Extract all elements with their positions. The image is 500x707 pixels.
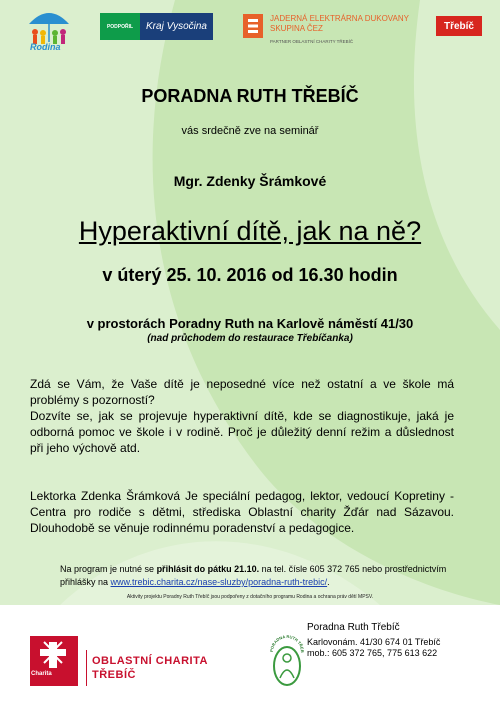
contact-phone: mob.: 605 372 765, 775 613 622 [307, 648, 438, 658]
charita-name-line2: TŘEBÍČ [92, 669, 136, 681]
cez-line1: JADERNÁ ELEKTRÁRNA DUKOVANY [270, 14, 409, 23]
kraj-podporil-label: PODPOŘIL [100, 13, 140, 40]
rodina-logo [26, 8, 72, 62]
registration-middle: na tel. čísle 605 372 765 nebo prostřednictvím přihlášky na [60, 564, 447, 587]
contact-address: Karlovonám. 41/30 674 01 Třebíč [307, 637, 441, 647]
description-question: Zdá se Vám, že Vaše dítě je neposedné více než ostatní a ve škole má problémy s pozorností? [30, 377, 454, 407]
registration-link[interactable]: www.trebic.charita.cz/nase-sluzby/poradna-ruth-trebic/ [110, 577, 328, 587]
charita-divider [86, 650, 87, 686]
invite-line: vás srdečně zve na seminář [181, 125, 319, 137]
organization-heading: PORADNA RUTH TŘEBÍČ [141, 86, 359, 106]
seminar-datetime: v úterý 25. 10. 2016 od 16.30 hodin [102, 265, 398, 285]
kraj-vysocina-logo [100, 13, 213, 40]
contact-title: Poradna Ruth Třebíč [307, 622, 400, 633]
registration-prefix: Na program je nutné se [60, 564, 157, 574]
kraj-name: Kraj Vysočina [140, 13, 213, 40]
cez-line2: SKUPINA ČEZ [270, 24, 323, 33]
poradna-ruth-logo [268, 630, 306, 688]
speaker-name: Mgr. Zdenky Šrámkové [173, 173, 327, 189]
description-details: Dozvíte se, jak se projevuje hyperaktivní dítě, kde se diagnostikuje, jaká je odborná pomoc ve škole i v rodině. Proč je důležitý denní režim a důslednost při jeho výchově atd. [30, 409, 454, 455]
cez-logo-text [270, 14, 409, 34]
registration-info [60, 563, 460, 589]
charita-logo-label: Charita [31, 671, 52, 677]
seminar-title: Hyperaktivní dítě, jak na ně? [78, 216, 422, 246]
registration-suffix: . [327, 577, 330, 587]
charita-cross-logo [30, 636, 78, 686]
svg-text:PORADNA RUTH TŘEBÍČ [268, 630, 305, 653]
support-note: Aktivity projektu Poradny Ruth Třebíč jsou podpořeny z dotačního programu Rodina a ochrana práv dětí MPSV. [126, 594, 374, 600]
seminar-place: v prostorách Poradny Ruth na Karlově náměstí 41/30 [86, 316, 414, 331]
ruth-logo-text: PORADNA RUTH TŘEB [268, 633, 306, 653]
cez-partner-text: PARTNER OBLASTNÍ CHARITY TŘEBÍČ [270, 39, 354, 44]
charita-name [92, 654, 208, 682]
seminar-place-note: (nad průchodem do restaurace Třebíčanka) [147, 333, 353, 344]
contact-details [307, 637, 440, 659]
rodina-logo-text: Rodina [30, 42, 61, 52]
registration-deadline: přihlásit do pátku 21.10. [156, 564, 260, 574]
trebic-logo: Třebíč [436, 16, 482, 36]
cez-logo-icon [243, 14, 263, 38]
description-paragraph [30, 376, 454, 456]
charita-name-line1: OBLASTNÍ CHARITA [92, 655, 208, 667]
lecturer-paragraph: Lektorka Zdenka Šrámková Je speciální pedagog, lektor, vedoucí Kopretiny - Centra pro rodiče s dětmi, střediska Oblastní charity Žďár nad Sázavou. Dlouhodobě se věnuje rodinnému poradenství a pedagogice. [30, 489, 454, 535]
